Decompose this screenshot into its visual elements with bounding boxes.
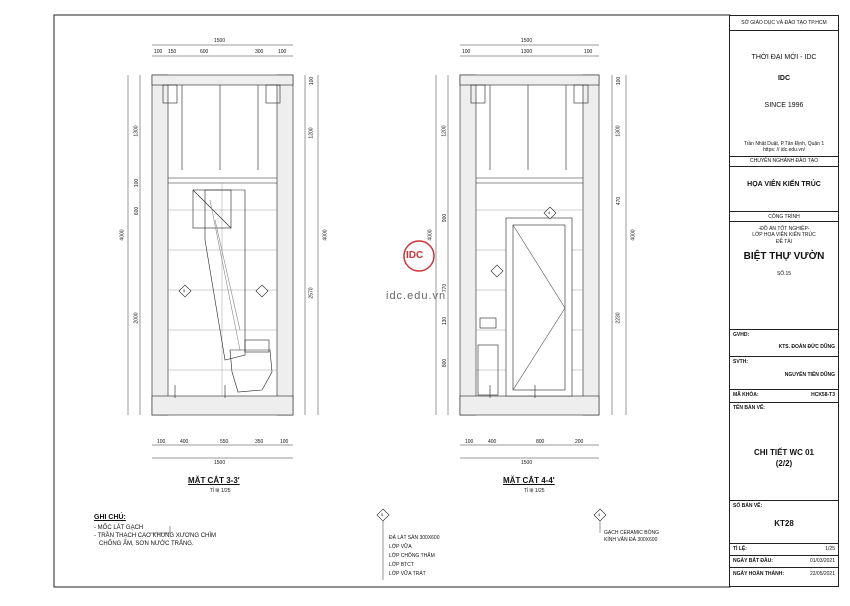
s33-top-dim: 100	[278, 49, 287, 55]
legend-leaders	[150, 521, 600, 580]
section-4-4-scale: Tỉ lệ 1/25	[524, 488, 545, 494]
notes-item: - MỐC LÁT GẠCH	[94, 525, 144, 531]
s44-right-dim: 2230	[615, 312, 622, 324]
section-4-4-title: MẶT CẮT 4-4'	[503, 476, 555, 485]
section-3-3-drawing	[152, 75, 293, 415]
tb-website: https: // idc.edu.vn/	[763, 147, 805, 153]
s44-top-dim: 100	[584, 49, 593, 55]
s44-left-total: 4000	[427, 229, 434, 241]
tb-topic: BIỆT THỰ VƯỜN	[743, 251, 825, 262]
tb-address: Trần Nhật Duật, P.Tân Định, Quận 1	[743, 141, 825, 147]
s33-top-dim: 300	[255, 49, 264, 55]
legend4-item: GẠCH CERAMIC BÓNG	[604, 530, 660, 536]
s33-left-dim: 600	[134, 206, 141, 216]
tb-topic-label: ĐỀ TÀI	[775, 239, 793, 245]
notes-item-text: TRẦN THẠCH CAO KHUNG XƯƠNG CHÌM	[97, 533, 217, 539]
tb-company: THỜI ĐẠI MỚI - IDC	[751, 54, 817, 61]
notes-item-text: CHỐNG ẨM, SƠN NƯỚC TRẮNG.	[99, 541, 194, 547]
tb-drawing-no-label: SỐ BẢN VẼ:	[733, 503, 763, 509]
s44-left-dim: 1200	[441, 125, 448, 137]
legend5-item: LỚP VỮA	[389, 544, 412, 550]
s44-tag: 4	[548, 210, 551, 215]
s33-right-dim: 100	[309, 76, 316, 86]
s44-right-dim: 1300	[615, 125, 622, 137]
tb-project-label: CÔNG TRÌNH	[768, 214, 800, 220]
s44-left-dim: 800	[442, 358, 449, 368]
s44-top-dim: 1300	[521, 49, 533, 55]
s44-right-total: 4000	[630, 229, 637, 241]
s33-left-dim: 1300	[133, 125, 140, 137]
s44-left-dim: 130	[442, 316, 449, 326]
section-4-4-drawing	[460, 75, 599, 415]
tb-drawing-name-2: (2/2)	[775, 459, 793, 468]
s44-right-dim: 100	[616, 76, 623, 86]
s33-right-total: 4000	[322, 229, 329, 241]
tb-gvhd-label: GVHD:	[733, 332, 750, 338]
legend4-item: KÍNH VÂN ĐÁ 300X600	[604, 537, 658, 543]
tb-start: 01/03/2021	[809, 558, 835, 564]
tb-scale-label: TỈ LỆ:	[733, 546, 747, 552]
tb-logo-text: IDC	[777, 75, 791, 82]
s44-bottom-dim: 400	[488, 439, 497, 445]
watermark-logo-text: IDC	[406, 250, 424, 261]
s33-bottom-dim: 350	[255, 439, 264, 445]
tb-svth: NGUYỄN TIẾN DŨNG	[784, 372, 835, 378]
tb-drawing-name-1: CHI TIẾT WC 01	[753, 448, 814, 457]
notes-item-text: MỐC LÁT GẠCH	[97, 525, 144, 531]
legend-5	[389, 534, 440, 579]
s33-top-total: 1500	[214, 38, 226, 44]
s33-bottom-total: 1500	[214, 460, 226, 466]
tb-scale: 1/25	[825, 546, 835, 552]
s44-bottom-total: 1500	[521, 460, 533, 466]
tb-program: HỌA VIÊN KIẾN TRÚC	[747, 181, 821, 188]
legend5-item: LỚP CHỐNG THẤM	[389, 553, 435, 559]
tb-topic-no: SỐ.15	[776, 271, 792, 277]
s44-left-dim: 770	[442, 283, 449, 293]
tb-since: SINCE 1996	[764, 102, 804, 109]
section-3-3-scale: Tỉ lệ 1/25	[210, 488, 231, 494]
tb-project-line1: -ĐỒ ÁN TỐT NGHIỆP-	[758, 226, 810, 232]
legend-4	[604, 530, 659, 544]
notes-item: - TRẦN THẠCH CAO KHUNG XƯƠNG CHÌM	[94, 533, 217, 539]
tb-start-label: NGÀY BẮT ĐẦU:	[733, 558, 773, 564]
s33-tag: 5	[183, 288, 186, 293]
legend5-item: ĐÁ LÁT SÀN 300X600	[389, 535, 440, 541]
legend4-tag: 4	[598, 512, 601, 517]
s44-right-dim: 470	[616, 196, 623, 206]
title-block	[729, 15, 839, 587]
tb-end: 22/05/2021	[809, 571, 835, 577]
tb-svth-label: SVTH:	[733, 359, 748, 365]
s44-top-total: 1500	[521, 38, 533, 44]
s33-top-dim: 100	[154, 49, 163, 55]
tb-project-line2: LỚP HỌA VIÊN KIẾN TRÚC	[752, 232, 816, 238]
notes-block	[94, 514, 216, 548]
tb-program-label: CHUYÊN NGHÀNH ĐÀO TẠO	[750, 158, 818, 164]
s33-left-total: 4000	[119, 229, 126, 241]
legend5-item: LỚP VỮA TRÁT	[389, 571, 426, 577]
s44-top-dim: 100	[462, 49, 471, 55]
s33-bottom-dim: 550	[220, 439, 229, 445]
tb-drawing-name-label: TÊN BẢN VẼ:	[733, 405, 765, 411]
s33-right-dim: 1200	[308, 127, 315, 139]
tb-gvhd: KTS. ĐOÀN ĐỨC DŨNG	[778, 344, 835, 350]
section-3-3-title: MẶT CẮT 3-3'	[188, 476, 240, 485]
tb-makhoa-label: MÃ KHÓA:	[733, 392, 759, 398]
s33-left-dim: 100	[134, 178, 141, 188]
s33-left-dim: 2000	[133, 312, 140, 324]
s33-bottom-dim: 400	[180, 439, 189, 445]
s44-bottom-dim: 800	[536, 439, 545, 445]
s33-right-lower: 2570	[308, 287, 315, 299]
tb-makhoa: HCK58-T3	[811, 392, 835, 398]
tb-end-label: NGÀY HOÀN THÀNH:	[733, 571, 785, 577]
legend5-tag: 5	[381, 512, 384, 517]
s33-top-dim: 600	[200, 49, 209, 55]
notes-title: GHI CHÚ:	[94, 514, 126, 521]
s33-top-dim: 150	[168, 49, 177, 55]
s44-bottom-dim: 100	[465, 439, 474, 445]
s33-bottom-dim: 100	[280, 439, 289, 445]
s33-bottom-dim: 100	[157, 439, 166, 445]
s44-bottom-dim: 200	[575, 439, 584, 445]
tb-department: SỞ GIÁO DỤC VÀ ĐÀO TẠO TP.HCM	[741, 20, 827, 26]
s44-left-dim: 900	[442, 213, 449, 223]
watermark-url: idc.edu.vn	[386, 290, 447, 302]
notes-item	[94, 540, 216, 548]
legend5-item: LỚP BTCT	[389, 562, 414, 568]
tb-drawing-no: KT28	[774, 519, 794, 528]
